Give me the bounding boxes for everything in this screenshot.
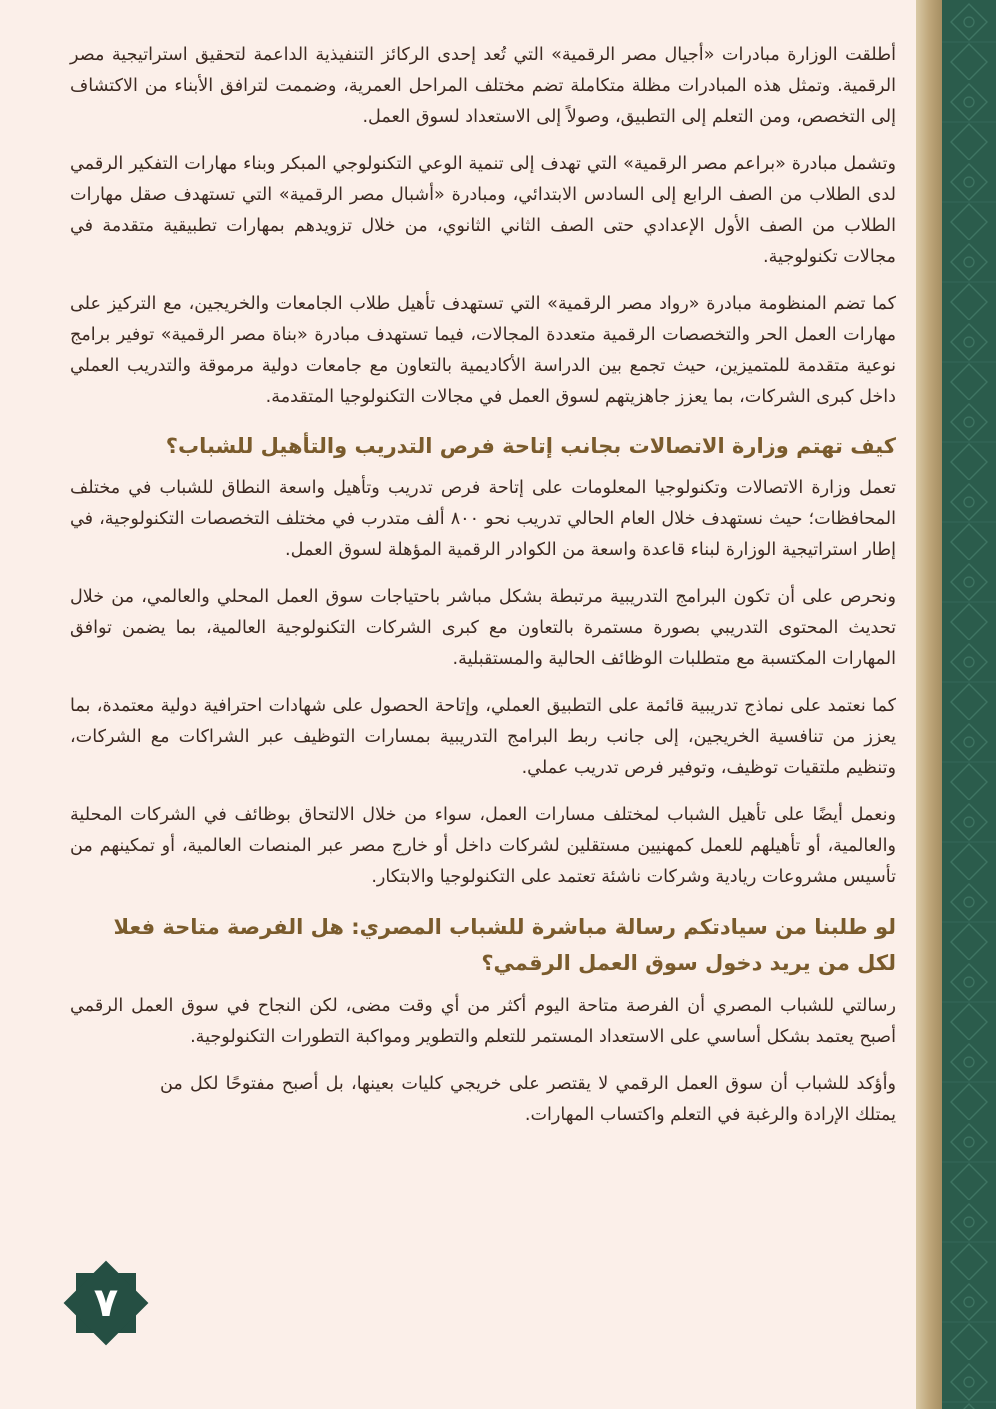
paragraph-market-linked-programs: ونحرص على أن تكون البرامج التدريبية مرتبطة بشكل مباشر باحتياجات سوق العمل المحلي والعالمي، من خلال تحديث المحتوى التدريبي بصورة مستمرة بالتعاون مع كبرى الشركات التكنولوجية العالمية، بما يضمن توافق المهارات المكتسبة مع متطلبات الوظائف الحالية والمستقبلية.	[70, 587, 896, 669]
geometric-pattern-icon	[942, 0, 996, 1409]
paragraph-initiatives-buds-cubs: وتشمل مبادرة «براعم مصر الرقمية» التي تهدف إلى تنمية الوعي التكنولوجي المبكر وبناء مهارات التفكير الرقمي لدى الطلاب من الصف الرابع إلى السادس الابتدائي، ومبادرة «أشبال مصر الرقمية» التي تستهدف صقل مهارات الطلاب من الصف الأول الإعدادي حتى الصف الثاني الثانوي، من خلال تزويدهم بمهارات تطبيقية متقدمة في مجالات تكنولوجية.	[70, 154, 896, 267]
page-number: ٧	[93, 1280, 119, 1326]
page-number-badge	[58, 1255, 154, 1351]
article-body	[70, 40, 896, 1147]
paragraph-pioneers-builders: كما تضم المنظومة مبادرة «رواد مصر الرقمية» التي تستهدف تأهيل طلاب الجامعات والخريجين، مع التركيز على مهارات العمل الحر والتخصصات الرقمية متعددة المجالات، فيما تستهدف مبادرة «بناة مصر الرقمية» توفير برامج نوعية متقدمة للمتميزين، حيث تجمع بين الدراسة الأكاديمية بالتعاون مع جامعات دولية مرموقة والتدريب العملي داخل كبرى الشركات، بما يعزز جاهزيتهم لسوق العمل في مجالات التكنولوجيا المتقدمة.	[70, 294, 896, 407]
paragraph-career-paths: ونعمل أيضًا على تأهيل الشباب لمختلف مسارات العمل، سواء من خلال الالتحاق بوظائف في الشركات المحلية والعالمية، أو تأهيلهم للعمل كمهنيين مستقلين لشركات داخل أو خارج مصر عبر المنصات العالمية، أو تمكينهم من تأسيس مشروعات ريادية وشركات ناشئة تعتمد على التكنولوجيا والابتكار.	[70, 805, 896, 887]
paragraph-training-opportunities: تعمل وزارة الاتصالات وتكنولوجيا المعلومات على إتاحة فرص تدريب وتأهيل واسعة النطاق للشباب في مختلف المحافظات؛ حيث نستهدف خلال العام الحالي تدريب نحو ٨٠٠ ألف متدرب في مختلف التخصصات التكنولوجية، في إطار استراتيجية الوزارة لبناء قاعدة واسعة من الكوادر الرقمية المؤهلة لسوق العمل.	[70, 478, 896, 560]
gold-border-strip	[916, 0, 942, 1409]
paragraph-digital-egypt-generations: أطلقت الوزارة مبادرات «أجيال مصر الرقمية» التي تُعد إحدى الركائز التنفيذية الداعمة لتحقيق استراتيجية مصر الرقمية. وتمثل هذه المبادرات مظلة متكاملة تضم مختلف المراحل العمرية، وضممت لترافق الأبناء من الاكتشاف إلى التخصص، ومن التعلم إلى التطبيق، وصولاً إلى الاستعداد لسوق العمل.	[70, 45, 896, 127]
paragraph-open-market: وأؤكد للشباب أن سوق العمل الرقمي لا يقتصر على خريجي كليات بعينها، بل أصبح مفتوحًا لكل من يمتلك الإرادة والرغبة في التعلم واكتساب المهارات.	[160, 1074, 896, 1125]
question-heading-message: لو طلبنا من سيادتكم رسالة مباشرة للشباب المصري: هل الفرصة متاحة فعلا لكل من يريد دخول سوق العمل الرقمي؟	[113, 915, 896, 975]
decorative-green-panel	[942, 0, 996, 1409]
paragraph-practical-models: كما نعتمد على نماذج تدريبية قائمة على التطبيق العملي، وإتاحة الحصول على شهادات احترافية دولية معتمدة، بما يعزز من تنافسية الخريجين، إلى جانب ربط البرامج التدريبية بمسارات التوظيف عبر الشراكات مع الشركات، وتنظيم ملتقيات توظيف، وتوفير فرص تدريب عملي.	[70, 696, 896, 778]
paragraph-message-to-youth: رسالتي للشباب المصري أن الفرصة متاحة اليوم أكثر من أي وقت مضى، لكن النجاح في سوق العمل الرقمي أصبح يعتمد بشكل أساسي على الاستعداد المستمر للتعلم والتطوير ومواكبة التطورات التكنولوجية.	[70, 996, 896, 1047]
question-heading-training: كيف تهتم وزارة الاتصالات بجانب إتاحة فرص التدريب والتأهيل للشباب؟	[165, 434, 896, 458]
